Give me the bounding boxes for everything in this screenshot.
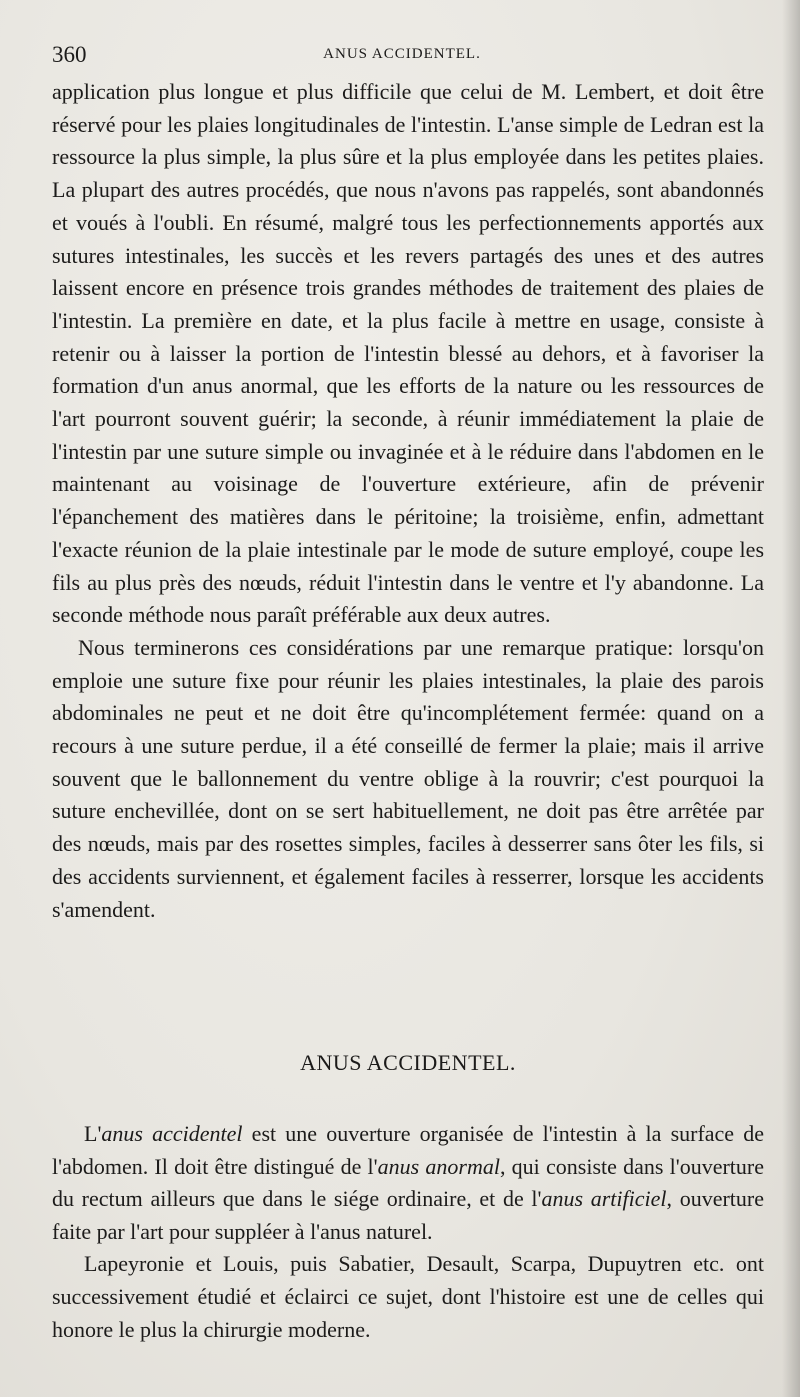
text-run: , qui consiste dans l'ouverture du rectum ailleurs que dans le siége ordinaire, et de l' [52,1153,765,1212]
page-number: 360 [52,42,87,67]
page-edge-shadow [782,0,800,1397]
page-header [52,38,752,78]
paragraph-1: application plus longue et plus difficile que celui de M. Lembert, et doit être réservé pour les plaies longitudinales de l'intestin. L'anse simple de Ledran est la ressource la plus simple, la plus sûre et la plus employée dans les petites plaies. La plupart des autres procédés, que nous n'avons pas rappelés, sont abandonnés et voués à l'oubli. En résumé, malgré tous les perfectionnements apportés aux sutures intestinales, les succès et les revers partagés des unes et des autres laissent encore en présence trois grandes méthodes de traitement des plaies de l'intestin. La première en date, et la plus facile à mettre en usage, consiste à retenir ou à laisser la portion de l'intestin blessé au dehors, et à favoriser la formation d'un anus anormal, que les efforts de la nature ou les ressources de l'art pourront souvent guérir; la seconde, à réunir immédiatement la plaie de l'intestin par une suture simple ou invaginée et à le réduire dans l'abdomen en le maintenant au voisinage de l'ouverture extérieure, afin de prévenir l'épanchement des matières dans le péritoine; la troisième, enfin, admettant l'exacte réunion de la plaie intestinale par le mode de suture employé, coupe les fils au plus près des nœuds, réduit l'intestin dans le ventre et l'y abandonne. La seconde méthode nous paraît préférable aux deux autres. [52,79,764,628]
section-title: ANUS ACCIDENTEL. [300,1050,516,1075]
term-anus-anormal: anus anormal [377,1153,500,1179]
term-anus-accidentel: anus accidentel [101,1121,243,1146]
text-run: L' [84,1121,102,1146]
text-run: , ouverture faite par l'art pour suppléer à l'anus naturel. [52,1186,764,1244]
section-paragraph-1 [52,1118,764,1248]
paragraph-2: Nous terminerons ces considérations par une remarque pratique: lorsqu'on emploie une suture fixe pour réunir les plaies intestinales, la plaie des parois abdominales ne peut et ne doit être qu'incomplétement fermée: quand on a recours à une suture perdue, il a été conseillé de fermer la plaie; mais il arrive souvent que le ballonnement du ventre oblige à la rouvrir; c'est pourquoi la suture enchevillée, dont on se sert habituellement, ne doit pas être arrêtée par des nœuds, mais par des rosettes simples, faciles à desserrer sans ôter les fils, si des accidents surviennent, et également faciles à resserrer, lorsque les accidents s'amendent. [52,634,764,922]
section-text [52,1118,764,1346]
text-run: est une ouverture organisée de l'intestin à la surface de l'abdomen. Il doit être distingué de l' [52,1121,764,1179]
term-anus-artificiel: anus artificiel [541,1186,667,1212]
main-text [52,76,764,926]
running-head: ANUS ACCIDENTEL. [323,46,481,62]
section-paragraph-2: Lapeyronie et Louis, puis Sabatier, Desault, Scarpa, Dupuytren etc. ont successivement étudié et éclairci ce sujet, dont l'histoire est une de celles qui honore le plus la chirurgie moderne. [52,1251,764,1342]
